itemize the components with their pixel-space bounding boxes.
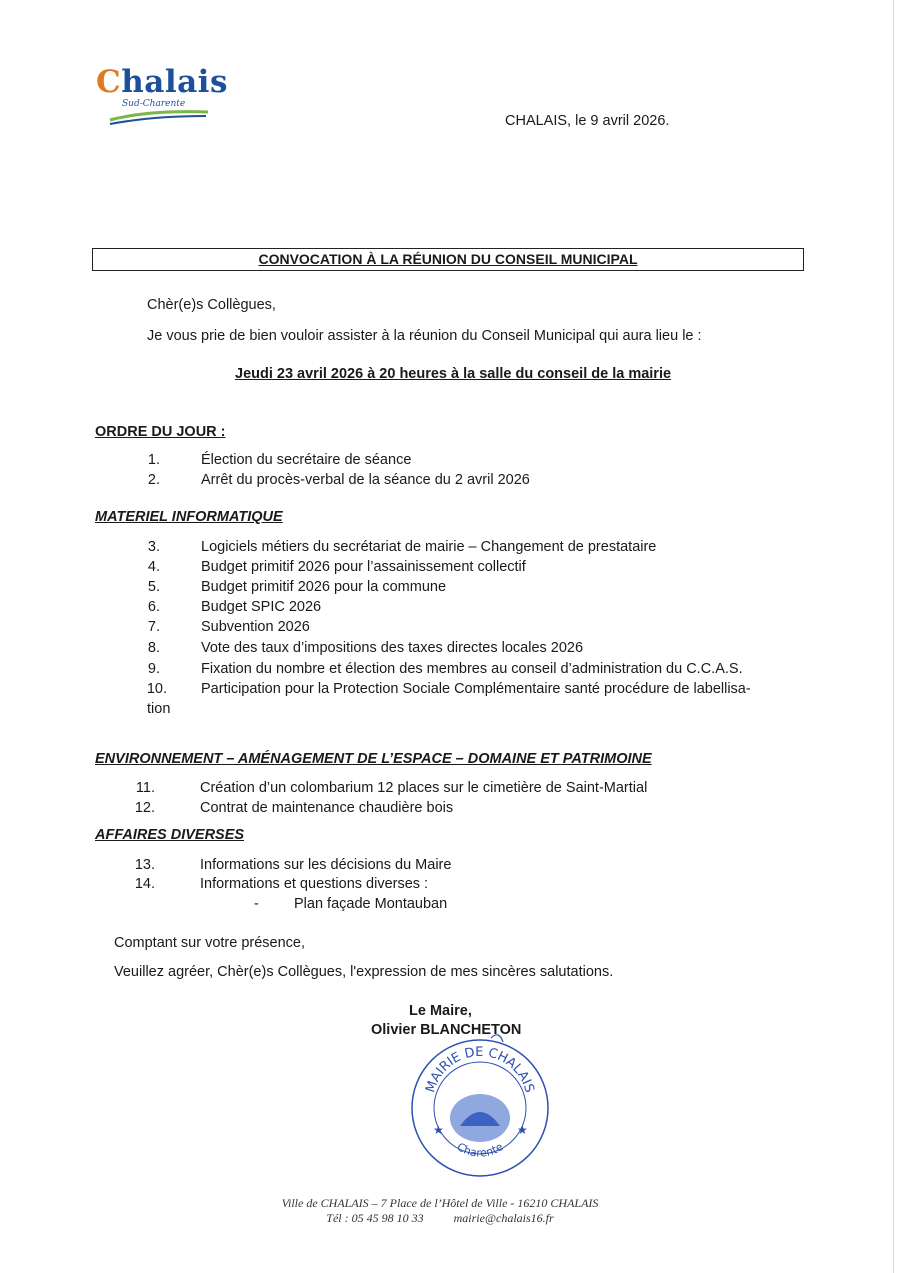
subitem-bullet: - xyxy=(254,896,259,912)
footer xyxy=(230,1196,650,1226)
logo-name: Chalais xyxy=(96,64,228,100)
agenda-item: Arrêt du procès-verbal de la séance du 2 avril 2026 xyxy=(201,472,530,488)
intro-text: Je vous prie de bien vouloir assister à la réunion du Conseil Municipal qui aura lieu le : xyxy=(147,328,702,344)
signature-name: Olivier BLANCHETON xyxy=(371,1022,522,1038)
stamp-bottom-text: Charente xyxy=(454,1140,506,1160)
item-number: 7. xyxy=(147,619,160,635)
item-number: 5. xyxy=(147,579,160,595)
document-title: CONVOCATION À LA RÉUNION DU CONSEIL MUNICIPAL xyxy=(258,251,638,267)
agenda-item: Informations et questions diverses : xyxy=(200,876,429,892)
footer-phone: Tél : 05 45 98 10 33 xyxy=(326,1211,424,1225)
page-edge xyxy=(893,0,894,1273)
agenda-item: Vote des taux d’impositions des taxes directes locales 2026 xyxy=(201,640,584,656)
agenda-item: Budget primitif 2026 pour l’assainissement collectif xyxy=(201,559,526,575)
item-number: 8. xyxy=(147,640,160,656)
date-line: CHALAIS, le 9 avril 2026. xyxy=(505,113,670,129)
agenda-item: Création d’un colombarium 12 places sur le cimetière de Saint-Martial xyxy=(200,780,648,796)
item-number: 11. xyxy=(135,780,155,796)
agenda-item: Participation pour la Protection Sociale Complémentaire santé procédure de labellisa- xyxy=(201,681,751,697)
signature-role: Le Maire, xyxy=(409,1003,472,1019)
item-number: 10. xyxy=(146,681,167,697)
item-number: 13. xyxy=(134,857,155,873)
item-number: 12. xyxy=(134,800,155,816)
agenda-item: Informations sur les décisions du Maire xyxy=(200,857,452,873)
agenda-item: Contrat de maintenance chaudière bois xyxy=(200,800,454,816)
item-number: 1. xyxy=(147,452,160,468)
agenda-heading: ORDRE DU JOUR : xyxy=(95,424,226,440)
logo-wave-icon xyxy=(108,108,210,126)
item-number: 3. xyxy=(147,539,160,555)
meeting-details: Jeudi 23 avril 2026 à 20 heures à la salle du conseil de la mairie xyxy=(235,366,672,382)
item-number: 9. xyxy=(147,661,160,677)
agenda-item: Logiciels métiers du secrétariat de mairie – Changement de prestataire xyxy=(201,539,657,555)
footer-email: mairie@chalais16.fr xyxy=(453,1211,554,1225)
agenda-item-continuation: tion xyxy=(147,701,171,717)
item-number: 2. xyxy=(147,472,160,488)
svg-text:★: ★ xyxy=(433,1123,444,1137)
item-number: 4. xyxy=(147,559,160,575)
agenda-item: Subvention 2026 xyxy=(201,619,310,635)
section-heading-environnement: ENVIRONNEMENT – AMÉNAGEMENT DE L’ESPACE – DOMAINE ET PATRIMOINE xyxy=(95,751,652,767)
agenda-item: Fixation du nombre et élection des membres au conseil d’administration du C.C.A.S. xyxy=(201,661,743,677)
footer-address: Ville de CHALAIS – 7 Place de l’Hôtel de Ville - 16210 CHALAIS xyxy=(281,1196,599,1210)
agenda-item: Budget primitif 2026 pour la commune xyxy=(201,579,447,595)
chalais-logo xyxy=(94,64,228,126)
closing-salutations: Veuillez agréer, Chèr(e)s Collègues, l'expression de mes sincères salutations. xyxy=(114,964,614,980)
agenda-item: Élection du secrétaire de séance xyxy=(201,452,412,468)
greeting: Chèr(e)s Collègues, xyxy=(147,297,276,313)
logo-subtitle: Sud-Charente xyxy=(122,99,186,109)
svg-text:★: ★ xyxy=(517,1123,528,1137)
closing-presence: Comptant sur votre présence, xyxy=(114,935,306,951)
section-heading-affaires: AFFAIRES DIVERSES xyxy=(95,827,245,843)
item-number: 14. xyxy=(134,876,155,892)
agenda-item: Budget SPIC 2026 xyxy=(201,599,322,615)
footer-contact xyxy=(230,1211,650,1226)
stamp-top-text: MAIRIE DE CHALAIS xyxy=(423,1044,537,1095)
agenda-subitem: Plan façade Montauban xyxy=(294,896,448,912)
title-box xyxy=(92,248,804,271)
item-number: 6. xyxy=(147,599,160,615)
mairie-seal-stamp xyxy=(405,1028,555,1178)
section-heading-materiel: MATERIEL INFORMATIQUE xyxy=(95,509,283,525)
